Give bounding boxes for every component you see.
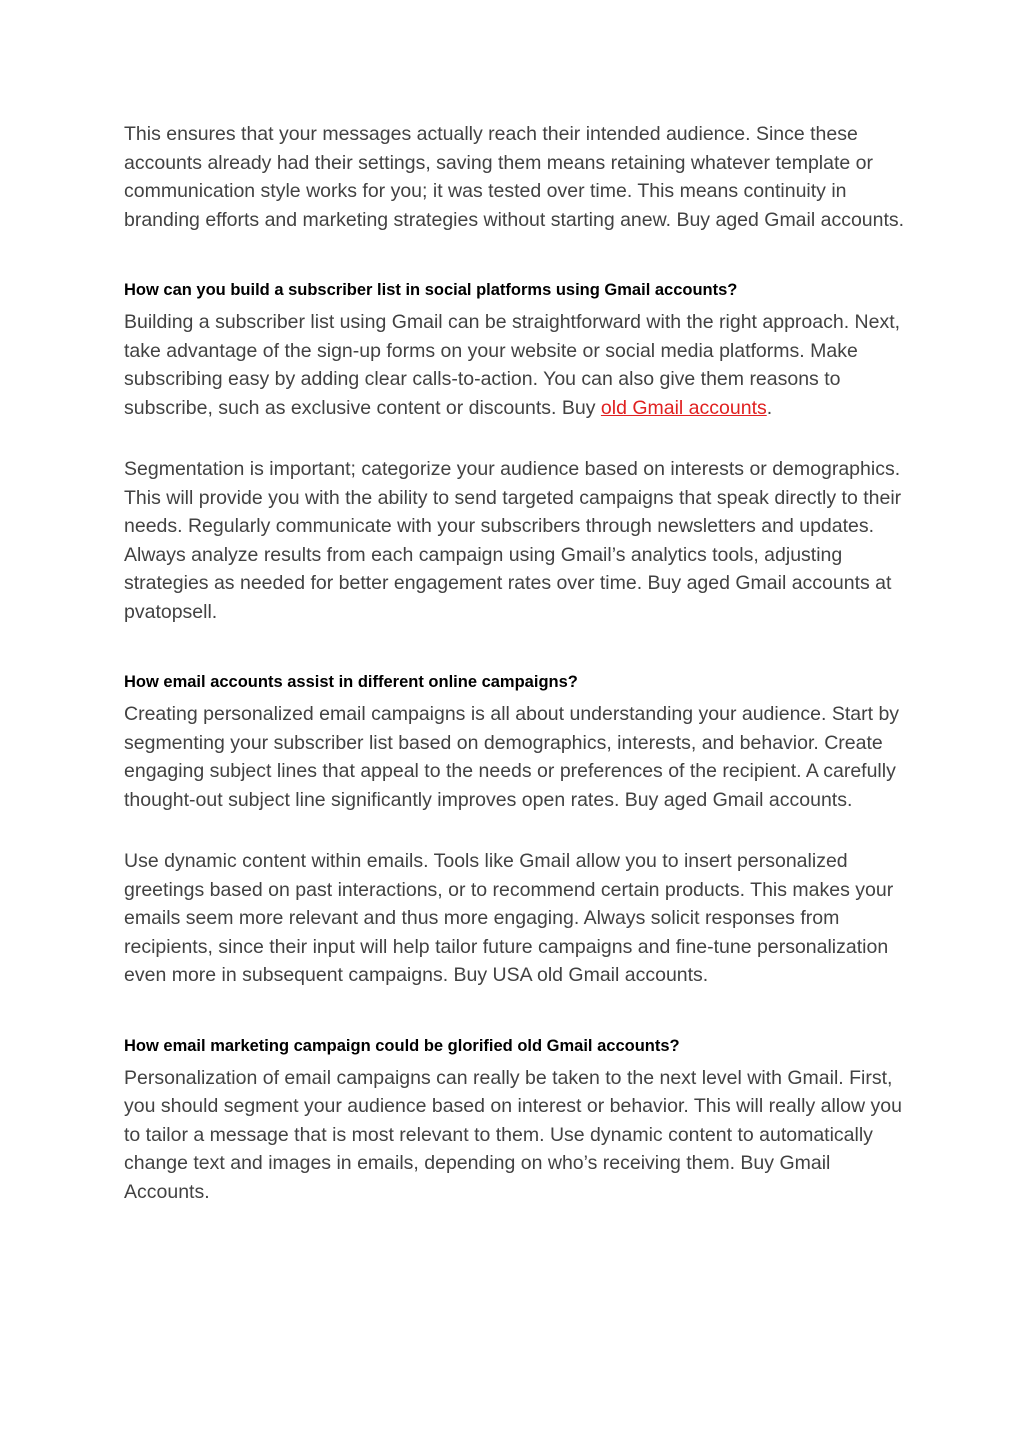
online-campaigns-paragraph-2: Use dynamic content within emails. Tools like Gmail allow you to insert personalized greetings based on past interactions, or to recommend certain products. This makes your emails seem more relevant and thus more engaging. Always solicit responses from recipients, since their input will help tailor future campaigns and fine-tune personalization even more in subsequent campaigns. Buy USA old Gmail accounts.	[124, 850, 894, 986]
intro-paragraph: This ensures that your messages actually reach their intended audience. Since these accounts already had their settings, saving them means retaining whatever template or communication style works for you; it was tested over time. This means continuity in branding efforts and marketing strategies without starting anew. Buy aged Gmail accounts.	[124, 123, 905, 231]
marketing-campaign-paragraph: Personalization of email campaigns can really be taken to the next level with Gmail. First, you should segment your audience based on interest or behavior. This will really allow you to tailor a message that is most relevant to them. Use dynamic content to automatically change text and images in emails, depending on who’s receiving them. Buy Gmail Accounts.	[124, 1066, 902, 1203]
subscriber-list-paragraph-1	[124, 308, 906, 422]
heading-subscriber-list: How can you build a subscriber list in social platforms using Gmail accounts?	[124, 281, 738, 299]
online-campaigns-paragraph-1: Creating personalized email campaigns is all about understanding your audience. Start by segmenting your subscriber list based on demographics, interests, and behavior. Create engaging subject lines that appeal to the needs or preferences of the recipient. A carefully thought-out subject line significantly improves open rates. Buy aged Gmail accounts.	[124, 703, 900, 811]
document-page	[124, 120, 906, 1206]
heading-online-campaigns: How email accounts assist in different online campaigns?	[124, 673, 578, 691]
heading-marketing-campaign: How email marketing campaign could be glorified old Gmail accounts?	[124, 1036, 680, 1055]
old-gmail-accounts-link[interactable]: old Gmail accounts	[600, 396, 767, 419]
subscriber-list-text: Building a subscriber list using Gmail can be straightforward with the right approach. Next, take advantage of the sign-up forms on your website or social media platforms. Make subscribing easy by adding clear calls-to-action. You can also give them reasons to subscribe, such as exclusive content or discounts. Buy	[124, 311, 901, 419]
subscriber-list-text-end: .	[766, 396, 773, 419]
subscriber-list-paragraph-2: Segmentation is important; categorize your audience based on interests or demographics. This will provide you with the ability to send targeted campaigns that speak directly to their needs. Regularly communicate with your subscribers through newsletters and updates. Always analyze results from each campaign using Gmail’s analytics tools, adjusting strategies as needed for better engagement rates over time. Buy aged Gmail accounts at pvatopsell.	[124, 458, 902, 623]
